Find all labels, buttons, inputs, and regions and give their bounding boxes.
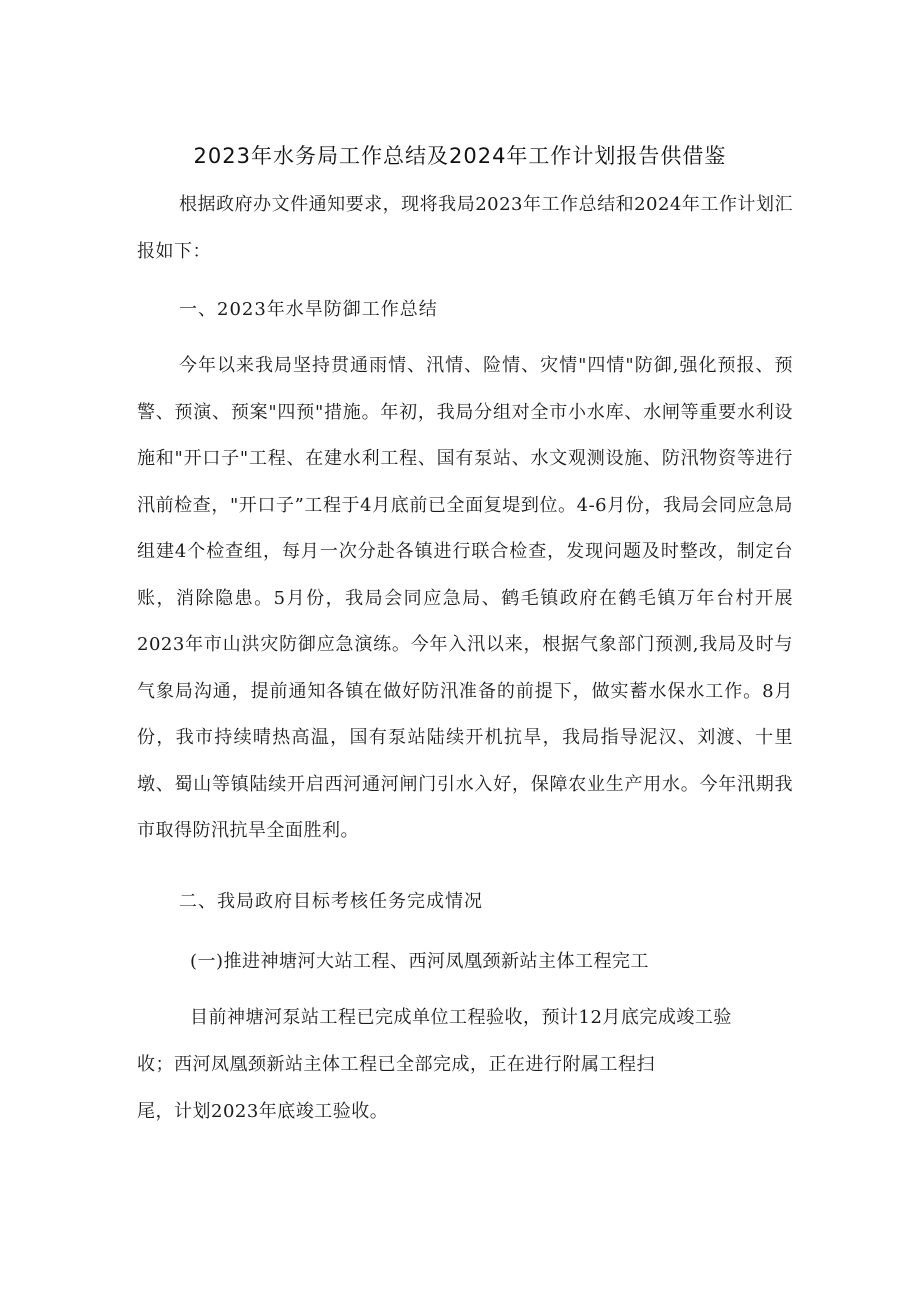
- section2-sub1-heading: (一)推进神塘河大站工程、西河凤凰颈新站主体工程完工: [190, 951, 650, 972]
- section2-sub1-line2: 收；西河凤凰颈新站主体工程已全部完成，正在进行附属工程扫: [137, 1054, 655, 1075]
- document-title: 2023年水务局工作总结及2024年工作计划报告供借鉴: [193, 144, 727, 168]
- section2-sub1-line1: 目前神塘河泵站工程已完成单位工程验收，预计12月底完成竣工验: [190, 1007, 732, 1028]
- section2-heading: 二、我局政府目标考核任务完成情况: [179, 891, 483, 912]
- section2-sub1-line3: 尾，计划2023年底竣工验收。: [137, 1101, 389, 1122]
- intro-paragraph: 根据政府办文件通知要求，现将我局2023年工作总结和2024年工作计划汇报如下：: [137, 194, 793, 262]
- section1-heading: 一、2023年水旱防御工作总结: [179, 299, 438, 320]
- section1-body: 今年以来我局坚持贯通雨情、汛情、险情、灾情"四情"防御,强化预报、预警、预演、预案"四预"措施。年初，我局分组对全市小水库、水闸等重要水利设施和"开口子"工程、在建水利工程、国有泵站、水文观测设施、防汛物资等进行汛前检查，"开口子”工程于4月底前已全面复堤到位。4-6月份，我局会同应急局组建4个检查组，每月一次分赴各镇进行联合检查，发现问题及时整改，制定台账，消除隐患。5月份，我局会同应急局、鹤毛镇政府在鹤毛镇万年台村开展2023年市山洪灾防御应急演练。今年入汛以来，根据气象部门预测,我局及时与气象局沟通，提前通知各镇在做好防汛准备的前提下，做实蓄水保水工作。8月份，我市持续晴热高温，国有泵站陆续开机抗旱，我局指导泥汉、刘渡、十里墩、蜀山等镇陆续开启西河通河闸门引水入好，保障农业生产用水。今年汛期我市取得防汛抗旱全面胜利。: [137, 355, 793, 841]
